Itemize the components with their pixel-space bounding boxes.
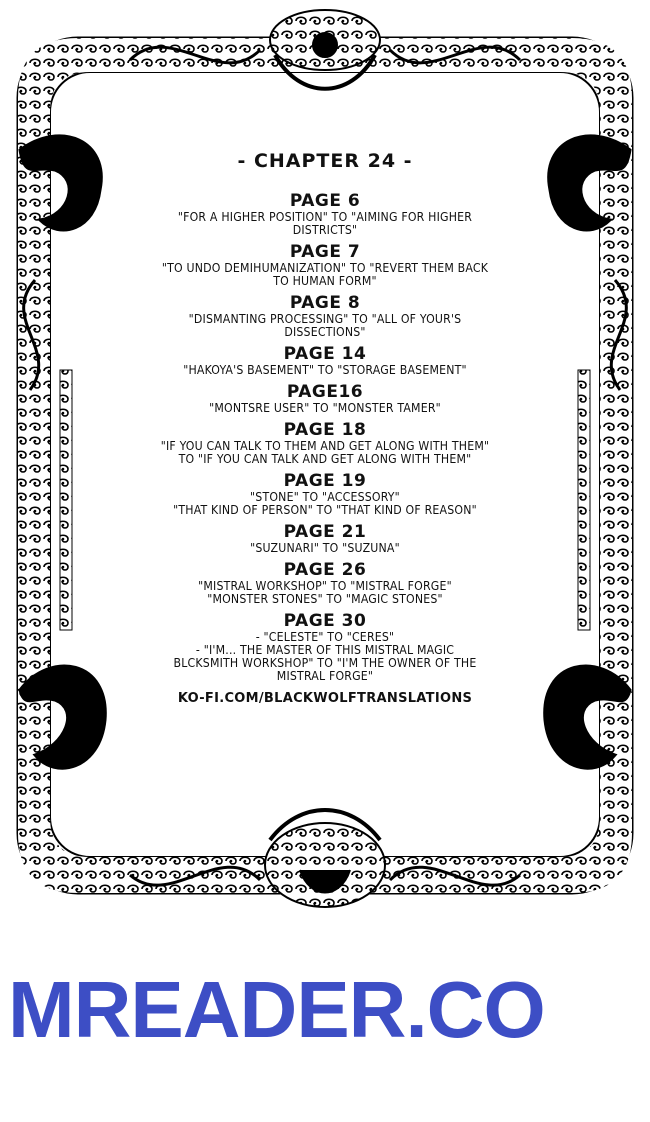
page-heading: PAGE 26 <box>283 560 367 580</box>
correction-line: "DISMANTING PROCESSING" TO "ALL OF YOUR'S <box>188 312 462 326</box>
page-heading: PAGE 19 <box>283 471 367 491</box>
credits-text-block <box>100 150 550 706</box>
page-heading: PAGE 7 <box>289 242 361 262</box>
correction-line: "HAKOYA'S BASEMENT" TO "STORAGE BASEMENT" <box>183 363 467 377</box>
watermark-text: MREADER.CO <box>8 965 545 1054</box>
chapter-title: - CHAPTER 24 - <box>237 150 413 172</box>
corrections-list <box>100 192 550 683</box>
correction-line: "MONTSRE USER" TO "MONSTER TAMER" <box>209 401 441 415</box>
correction-line: BLCKSMITH WORKSHOP" TO "I'M THE OWNER OF THE <box>173 656 477 670</box>
correction-line: DISSECTIONS" <box>284 325 366 339</box>
correction-line: "MONSTER STONES" TO "MAGIC STONES" <box>207 592 443 606</box>
correction-line: DISTRICTS" <box>292 223 358 237</box>
correction-section <box>100 383 550 415</box>
correction-line: "THAT KIND OF PERSON" TO "THAT KIND OF REASON" <box>173 503 477 517</box>
correction-section <box>100 561 550 606</box>
page-heading: PAGE 6 <box>289 191 361 211</box>
kofi-link[interactable]: KO-FI.COM/BLACKWOLFTRANSLATIONS <box>177 691 473 706</box>
correction-section <box>100 192 550 237</box>
correction-line: "MISTRAL WORKSHOP" TO "MISTRAL FORGE" <box>198 579 452 593</box>
correction-line: - "CELESTE" TO "CERES" <box>255 630 395 644</box>
page-heading: PAGE 14 <box>283 344 367 364</box>
page-heading: PAGE16 <box>286 382 364 402</box>
page-heading: PAGE 30 <box>283 611 367 631</box>
correction-section <box>100 523 550 555</box>
page-heading: PAGE 18 <box>283 420 367 440</box>
correction-section <box>100 472 550 517</box>
correction-line: "STONE" TO "ACCESSORY" <box>250 490 400 504</box>
correction-line: TO HUMAN FORM" <box>273 274 377 288</box>
correction-line: TO "IF YOU CAN TALK AND GET ALONG WITH THEM" <box>178 452 472 466</box>
correction-line: "SUZUNARI" TO "SUZUNA" <box>250 541 400 555</box>
correction-section <box>100 612 550 683</box>
page-heading: PAGE 21 <box>283 522 367 542</box>
correction-line: "IF YOU CAN TALK TO THEM AND GET ALONG WITH THEM" <box>160 439 490 453</box>
correction-line: "FOR A HIGHER POSITION" TO "AIMING FOR HIGHER <box>177 210 473 224</box>
correction-line: - "I'M... THE MASTER OF THIS MISTRAL MAGIC <box>195 643 455 657</box>
page-heading: PAGE 8 <box>289 293 361 313</box>
correction-section <box>100 345 550 377</box>
correction-section <box>100 421 550 466</box>
correction-line: MISTRAL FORGE" <box>276 669 374 683</box>
correction-line: "TO UNDO DEMIHUMANIZATION" TO "REVERT THEM BACK <box>161 261 489 275</box>
correction-section <box>100 243 550 288</box>
correction-section <box>100 294 550 339</box>
